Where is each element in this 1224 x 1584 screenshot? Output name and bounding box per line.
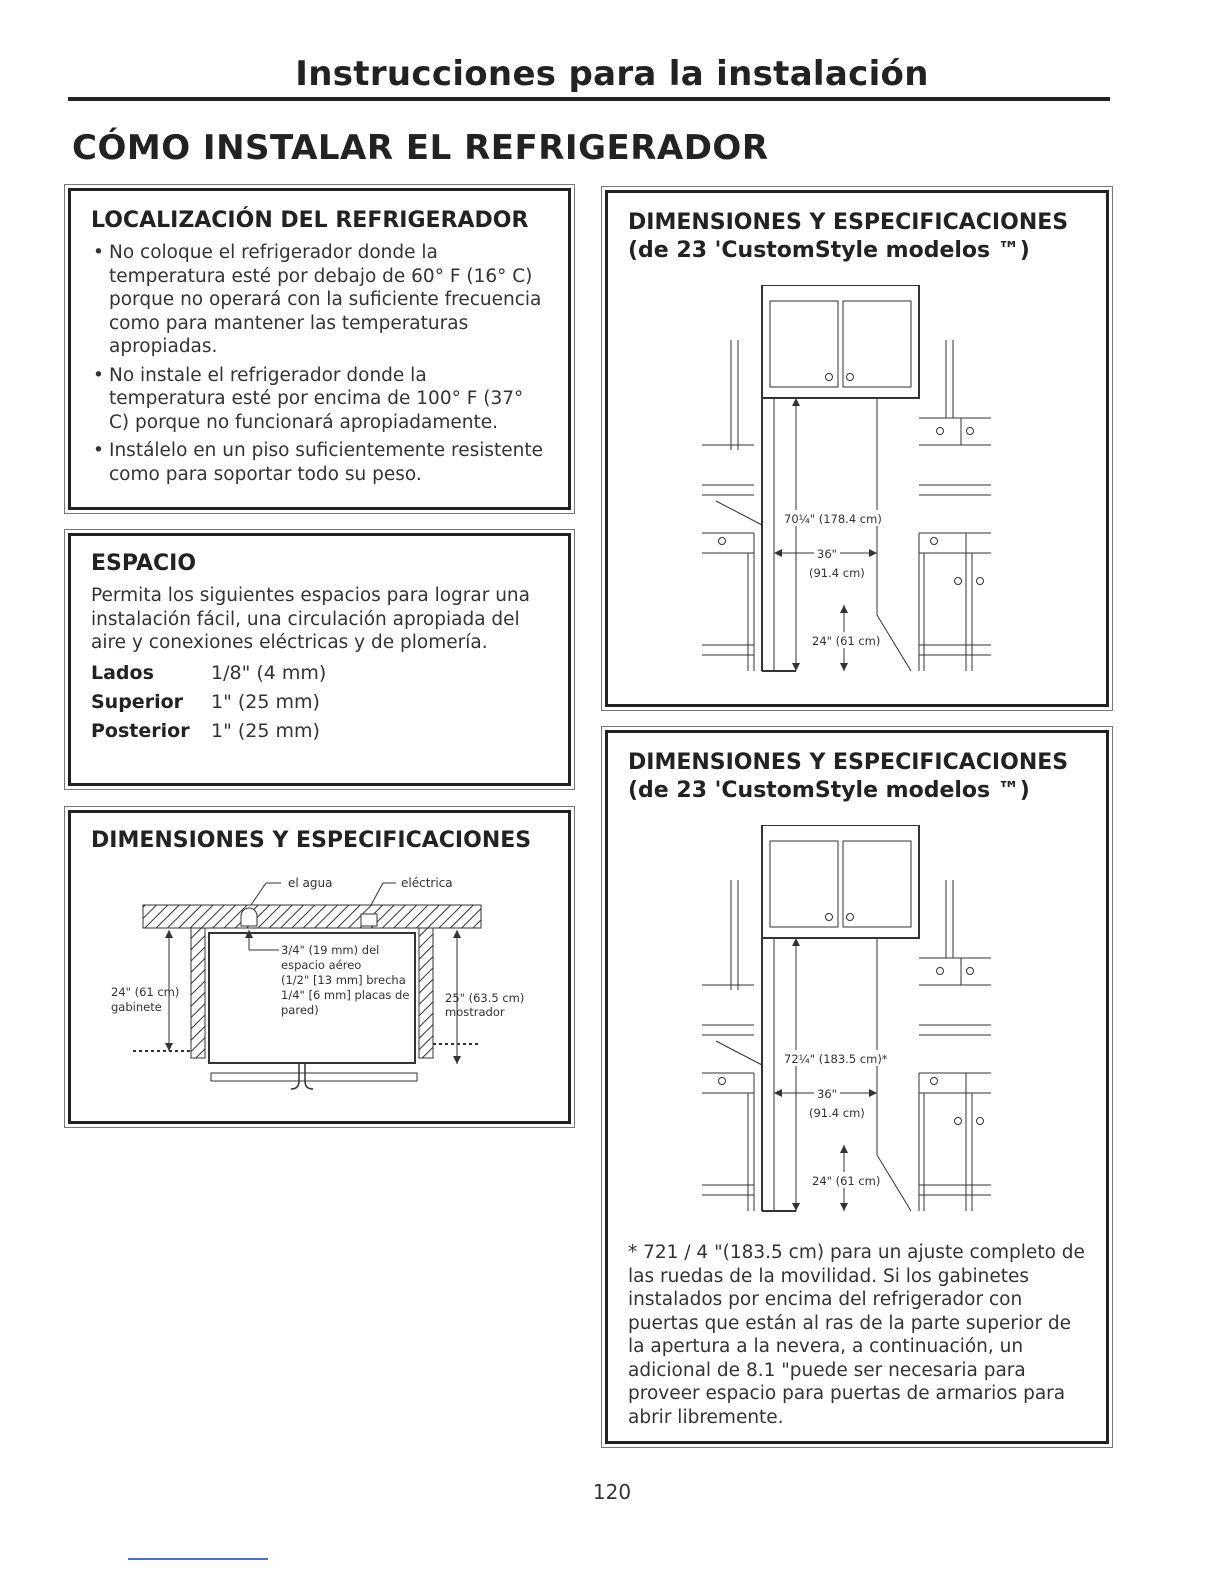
spec-label: Superior [91,690,184,713]
label-gap-2: espacio aéreo [281,958,362,972]
label-water: el agua [288,876,333,890]
leveling-foot [291,1063,313,1089]
footer-link-line [128,1558,268,1560]
spec-row-sides [91,659,548,688]
ceiling-hatch [143,905,481,928]
section-title: CÓMO INSTALAR EL REFRIGERADOR [72,128,769,168]
depth-label: 24" (61 cm) [812,1174,881,1188]
page-number: 120 [592,1480,632,1504]
space-description: Permita los siguientes espacios para lograr una instalación fácil, una circulación apropiada del aire y conexiones eléctricas y de plomería. [91,585,530,653]
width-label-2: (91.4 cm) [809,566,865,580]
location-box [68,188,571,510]
spec-box-title-line1: DIMENSIONES Y ESPECIFICACIONES [628,210,1069,235]
label-cabinet-1: 24" (61 cm) [111,985,180,999]
height-label: 70¼" (178.4 cm) [784,512,882,526]
location-box-title: LOCALIZACIÓN DEL REFRIGERADOR [91,208,529,233]
spec-value: 1/8" (4 mm) [211,661,327,684]
spec-footnote: * 721 / 4 "(183.5 cm) para un ajuste completo de las ruedas de la movilidad. Si los gabinetes instalados por encima del refrigerador con puertas que están al ras de la parte superior de la apertura a la nevera, a continuación, un adicional de 8.1 "puede ser necesaria para proveer espacio para puertas de armarios para abrir libremente. [628,1242,1085,1428]
spec-row-back [91,717,548,746]
label-electric: eléctrica [401,876,453,890]
label-counter-2: mostrador [445,1005,505,1019]
base-plate [211,1073,417,1081]
spec-label: Lados [91,661,154,684]
dimensions-box [68,810,571,1124]
refrigerator-front-diagram [696,825,996,1225]
height-label: 72¼" (183.5 cm)* [784,1052,888,1066]
cabinet-side-diagram [91,868,551,1108]
space-box [68,533,571,786]
location-bullet: • No instale el refrigerador donde la temperatura esté por encima de 100° F (37° C) porque no funcionará apropiadamente. [91,364,548,435]
depth-label: 24" (61 cm) [812,634,881,648]
water-connector [241,908,257,926]
width-label-1: 36" [817,1087,837,1101]
width-label-1: 36" [817,547,837,561]
spec-box-title-line2: (de 23 'CustomStyle modelos ™) [628,238,1030,263]
spec-value: 1" (25 mm) [211,719,320,742]
spec-row-top [91,688,548,717]
electric-connector [361,914,377,926]
page-header-title: Instrucciones para la instalación [295,54,929,94]
label-gap-1: 3/4" (19 mm) del [281,943,380,957]
spec-box-title-line2: (de 23 'CustomStyle modelos ™) [628,778,1030,803]
location-bullet: • Instálelo en un piso suficientemente resistente como para soportar todo su peso. [91,439,548,486]
spec-box-title-line1: DIMENSIONES Y ESPECIFICACIONES [628,750,1069,775]
spec-box-top [605,190,1109,707]
label-cabinet-2: gabinete [111,1000,162,1014]
label-gap-3: (1/2" [13 mm] brecha [281,973,406,987]
location-bullets [91,241,548,486]
width-label-2: (91.4 cm) [809,1106,865,1120]
label-counter-1: 25" (63.5 cm) [445,991,525,1005]
label-gap-5: pared) [281,1003,319,1017]
spec-value: 1" (25 mm) [211,690,320,713]
space-spec-list [91,659,548,746]
dimensions-box-title: DIMENSIONES Y ESPECIFICACIONES [91,828,532,853]
spec-label: Posterior [91,719,190,742]
label-gap-4: 1/4" [6 mm] placas de [281,988,410,1002]
right-wall-panel [419,928,433,1058]
left-wall-panel [191,928,205,1058]
spec-box-bottom [605,730,1109,1444]
refrigerator-front-diagram [696,285,996,685]
location-bullet: • No coloque el refrigerador donde la temperatura esté por debajo de 60° F (16° C) porque no operará con la suficiente frecuencia como para mantener las temperaturas apropiadas. [91,241,548,359]
space-box-title: ESPACIO [91,551,197,576]
header-rule [68,97,1110,101]
